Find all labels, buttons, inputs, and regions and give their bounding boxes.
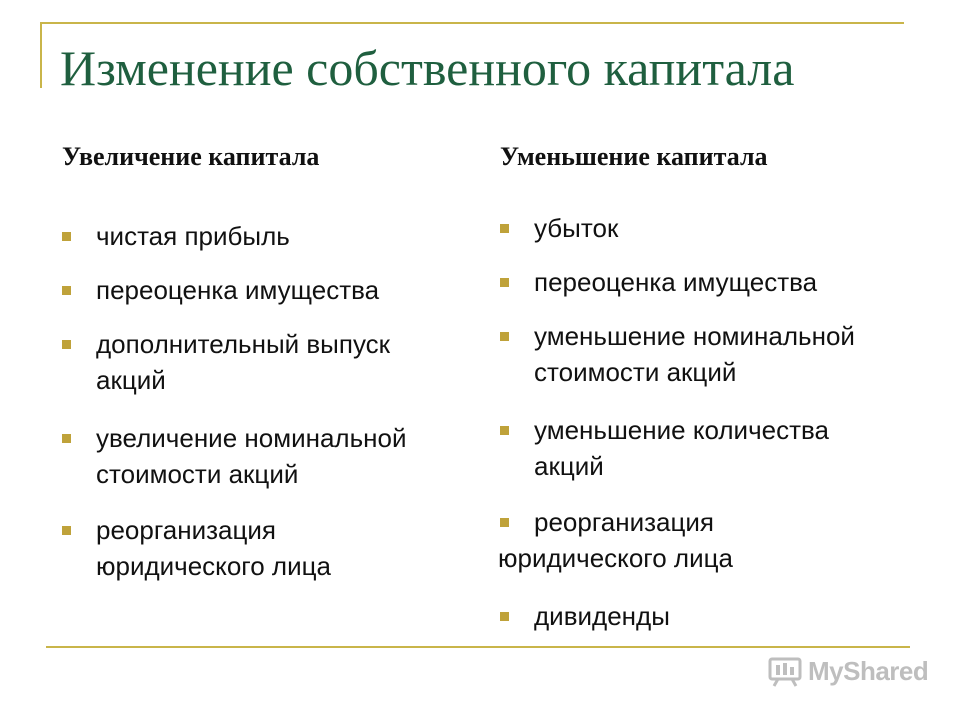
item-text: увеличение номинальной — [96, 423, 407, 453]
presentation-board-icon — [768, 657, 802, 687]
item-text: чистая прибыль — [96, 221, 290, 251]
increase-item — [96, 326, 390, 398]
square-bullet-icon — [500, 518, 509, 527]
decrease-item — [534, 264, 817, 300]
decrease-heading: Уменьшение капитала — [500, 142, 768, 171]
square-bullet-icon — [500, 224, 509, 233]
decrease-item — [534, 210, 618, 246]
square-bullet-icon — [62, 340, 71, 349]
item-text-continued: стоимости акций — [96, 459, 299, 489]
item-text: реорганизация — [534, 507, 714, 537]
item-text-continued: акций — [96, 365, 166, 395]
slide-title: Изменение собственного капитала — [60, 40, 795, 96]
item-text-continued: акций — [534, 451, 604, 481]
item-text-continued: юридического лица — [96, 551, 331, 581]
square-bullet-icon — [500, 426, 509, 435]
increase-heading: Увеличение капитала — [62, 142, 320, 171]
decrease-item — [534, 412, 829, 484]
square-bullet-icon — [62, 232, 71, 241]
square-bullet-icon — [500, 278, 509, 287]
item-text-continued: стоимости акций — [534, 357, 737, 387]
item-text: уменьшение номинальной — [534, 321, 855, 351]
frame-top-line — [40, 22, 904, 24]
increase-item — [96, 272, 379, 308]
square-bullet-icon — [62, 526, 71, 535]
item-text-continued: юридического лица — [498, 543, 733, 573]
item-text: уменьшение количества — [534, 415, 829, 445]
square-bullet-icon — [500, 332, 509, 341]
frame-left-line — [40, 22, 42, 88]
item-text: переоценка имущества — [534, 267, 818, 297]
increase-item — [96, 512, 331, 584]
increase-item — [96, 218, 290, 254]
increase-item — [96, 420, 406, 492]
watermark-text: MyShared — [808, 656, 929, 686]
item-text: дивиденды — [534, 601, 670, 631]
square-bullet-icon — [62, 286, 71, 295]
decrease-item — [534, 318, 855, 390]
square-bullet-icon — [500, 612, 509, 621]
item-text: реорганизация — [96, 515, 276, 545]
item-text: убыток — [534, 213, 619, 243]
square-bullet-icon — [62, 434, 71, 443]
item-text: переоценка имущества — [96, 275, 380, 305]
item-text: дополнительный выпуск — [96, 329, 391, 359]
myshared-watermark — [768, 656, 928, 687]
decrease-item — [534, 598, 670, 634]
frame-bottom-line — [46, 646, 910, 648]
decrease-item — [498, 504, 733, 576]
